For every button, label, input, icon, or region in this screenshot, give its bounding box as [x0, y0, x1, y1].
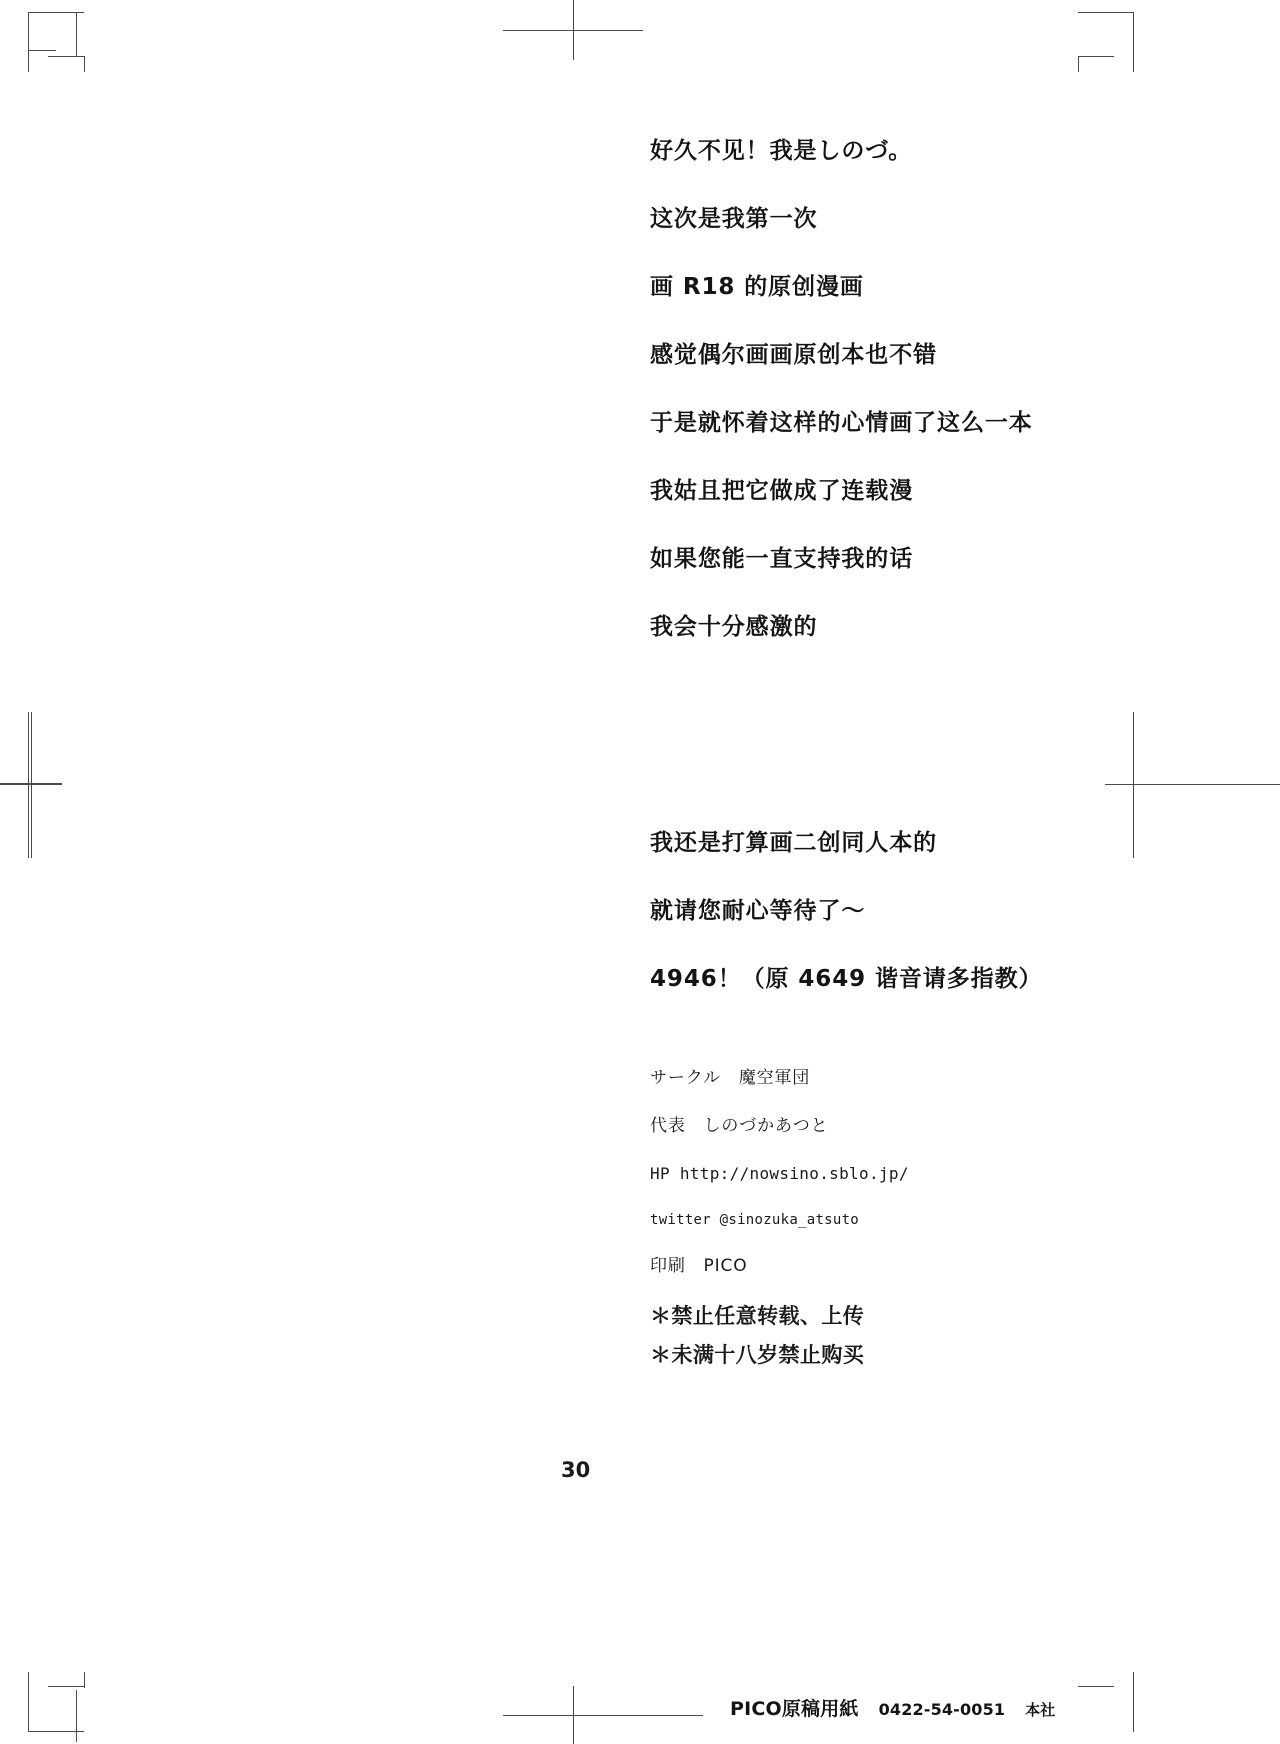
colophon-representative: 代表 しのづかあつと [650, 1116, 829, 1136]
afterword-line: 我姑且把它做成了连载漫 [650, 478, 914, 504]
footer-office: 本社 [1025, 1701, 1056, 1719]
colophon-homepage[interactable]: HP http://nowsino.sblo.jp/ [650, 1164, 909, 1183]
afterword-line: 这次是我第一次 [650, 206, 818, 232]
afterword-line: 如果您能一直支持我的话 [650, 546, 914, 572]
footer-imprint [730, 1694, 1055, 1721]
afterword-line: 好久不见！我是しのづ。 [650, 138, 913, 164]
footer-phone: 0422-54-0051 [878, 1700, 1006, 1719]
footer-brand: PICO原稿用紙 [730, 1698, 859, 1720]
colophon-block [650, 1070, 1170, 1384]
colophon-notice-reprint: ＊禁止任意转载、上传 [650, 1304, 865, 1328]
afterword-line: 4946！（原 4649 谐音请多指教） [650, 966, 1043, 992]
crop-mark-top-left-inner-h [28, 50, 56, 51]
registration-mark-top-center [503, 0, 643, 60]
crop-mark-top-left-inner-v [76, 12, 77, 56]
registration-mark-left-inner [28, 712, 29, 858]
crop-mark-bottom-left-inner-v [76, 1690, 77, 1742]
afterword-line: 画 R18 的原创漫画 [650, 274, 864, 300]
colophon-circle: サークル 魔空軍団 [650, 1068, 811, 1088]
crop-mark-bottom-right [1078, 1672, 1134, 1732]
registration-mark-left-inner-h [0, 783, 62, 784]
afterword-line: 我还是打算画二创同人本的 [650, 830, 938, 856]
afterword-line: 于是就怀着这样的心情画了这么一本 [650, 410, 1033, 436]
afterword-block [650, 140, 1170, 684]
colophon-notice-age: ＊未满十八岁禁止购买 [650, 1343, 865, 1367]
afterword-second-block [650, 832, 1170, 1036]
crop-mark-top-right [1078, 12, 1134, 72]
registration-mark-bottom-center [503, 1686, 703, 1744]
colophon-twitter[interactable]: twitter @sinozuka_atsuto [650, 1212, 860, 1228]
page-number: 30 [561, 1458, 591, 1482]
afterword-line: 我会十分感激的 [650, 614, 818, 640]
registration-mark-left-center [0, 712, 62, 858]
colophon-printing: 印刷 PICO [650, 1256, 748, 1276]
afterword-line: 就请您耐心等待了～ [650, 898, 866, 924]
afterword-line: 感觉偶尔画画原创本也不错 [650, 342, 938, 368]
